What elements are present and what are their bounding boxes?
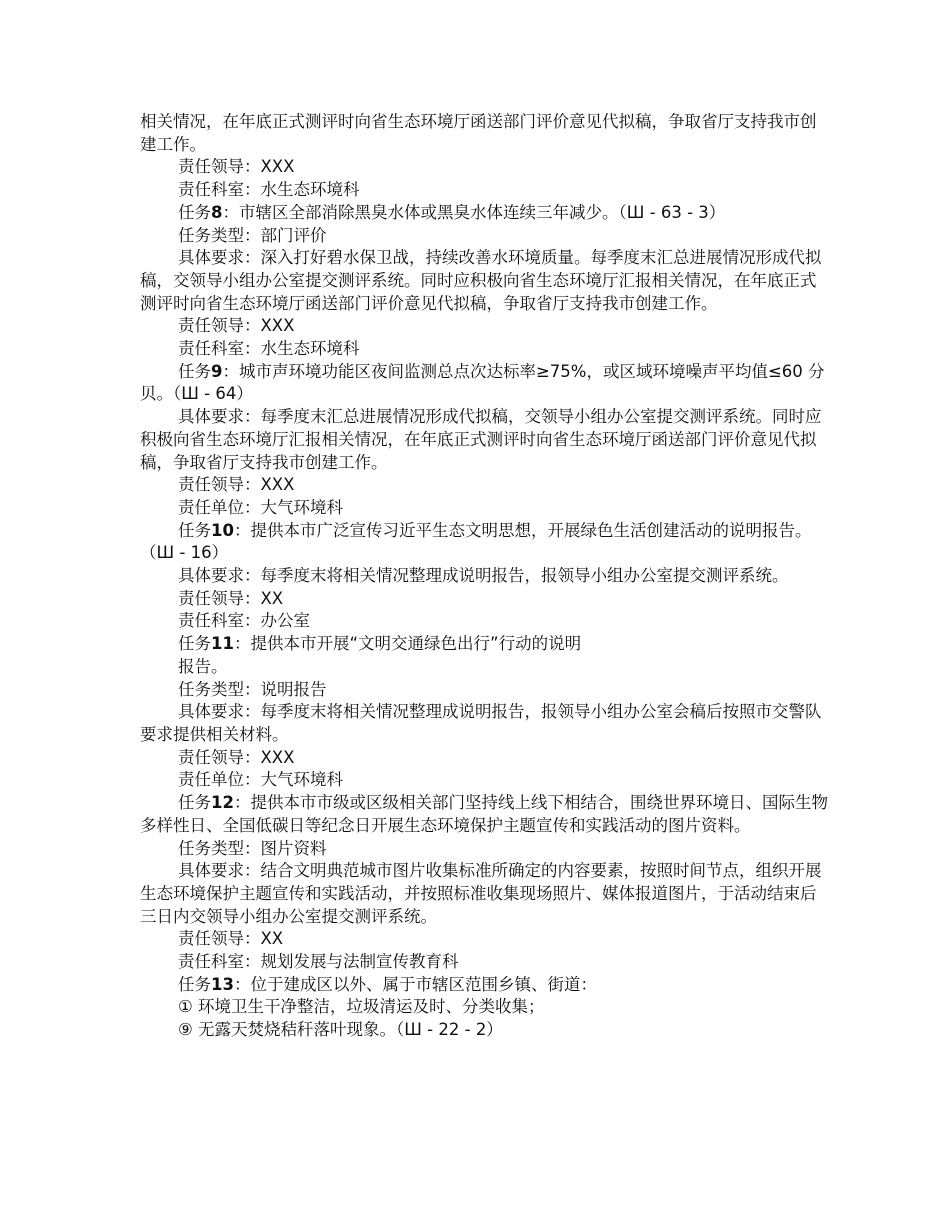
task-heading [140,633,830,656]
list-item: ① 环境卫生干净整洁，垃圾清运及时、分类收集； [178,997,545,1017]
responsible-leader: 责任领导：XX [178,929,284,949]
responsible-unit: 责任单位：大气环境科 [178,770,343,790]
task-text: ：提供本市开展“文明交通绿色出行”行动的说明 [233,634,582,654]
task-text: ：提供本市市级或区级相关部门坚持线上线下相结合，围绕世界环境日、国际生物多样性日、全国低碳日等纪念日开展生态环境保护主题宣传和实践活动的图片资料。 [140,793,828,835]
task-heading [140,520,830,565]
responsible-leader: 责任领导：XXX [178,316,295,336]
specific-requirements: 具体要求：深入打好碧水保卫战，持续改善水环境质量。每季度末汇总进展情况形成代拟稿，交领导小组办公室提交测评系统。同时应积极向省生态环境厅汇报相关情况，在年底正式测评时向省生态环境厅函送部门评价意见代拟稿，争取省厅支持我市创建工作。 [140,248,822,313]
responsible-department: 责任科室：水生态环境科 [178,339,360,359]
task-type: 任务类型：说明报告 [178,679,327,699]
task-heading [140,792,830,837]
task-text: ：位于建成区以外、属于市辖区范围乡镇、街道： [233,974,597,994]
task-number: 13 [211,974,234,994]
responsible-department: 责任科室：规划发展与法制宣传教育科 [178,952,459,972]
task-number: 11 [211,634,234,654]
task-text: ：提供本市广泛宣传习近平生态文明思想，开展绿色生活创建活动的说明报告。（Ш - 16） [140,520,812,563]
task-number: 9 [211,361,223,381]
task-text: ：市辖区全部消除黑臭水体或黑臭水体连续三年减少。（Ш - 63 - 3） [222,202,726,222]
responsible-leader: 责任领导：XXX [178,747,295,767]
list-item: ⑨ 无露天焚烧秸秆落叶现象。（Ш - 22 - 2） [178,1020,503,1040]
task-type: 任务类型：部门评价 [178,225,327,245]
task-prefix: 任务 [178,202,211,222]
responsible-leader: 责任领导：XXX [178,157,295,177]
task-continuation: 报告。 [178,656,228,676]
specific-requirements: 具体要求：每季度末汇总进展情况形成代拟稿，交领导小组办公室提交测评系统。同时应积极向省生态环境厅汇报相关情况，在年底正式测评时向省生态环境厅函送部门评价意见代拟稿，争取省厅支持我市创建工作。 [140,407,822,472]
responsible-unit: 责任单位：大气环境科 [178,497,343,517]
task-number: 8 [211,202,223,222]
task-prefix: 任务 [178,634,211,654]
responsible-department: 责任科室：水生态环境科 [178,180,360,200]
task-heading [140,202,830,225]
task-number: 12 [211,793,234,813]
task-prefix: 任务 [178,793,211,813]
specific-requirements: 具体要求：每季度末将相关情况整理成说明报告，报领导小组办公室会稿后按照市交警队要求提供相关材料。 [140,702,822,744]
task-number: 10 [211,520,234,540]
task-prefix: 任务 [178,520,211,540]
task-prefix: 任务 [178,974,211,994]
task-heading [140,974,830,997]
specific-requirements: 具体要求：每季度末将相关情况整理成说明报告，报领导小组办公室提交测评系统。 [178,566,789,586]
responsible-department: 责任科室：办公室 [178,611,310,631]
task-text: ：城市声环境功能区夜间监测总点次达标率≥75%，或区域环境噪声平均值≤60 分贝。（Ш - 64） [140,361,825,404]
responsible-leader: 责任领导：XX [178,588,284,608]
specific-requirements: 具体要求：结合文明典范城市图片收集标准所确定的内容要素，按照时间节点，组织开展生态环境保护主题宣传和实践活动，并按照标准收集现场照片、媒体报道图片，于活动结束后三日内交领导小组办公室提交测评系统。 [140,861,822,926]
responsible-leader: 责任领导：XXX [178,475,295,495]
task-heading [140,361,830,406]
document-body [140,111,830,1042]
task-type: 任务类型：图片资料 [178,838,327,858]
paragraph: 相关情况，在年底正式测评时向省生态环境厅函送部门评价意见代拟稿，争取省厅支持我市创建工作。 [140,112,817,154]
task-prefix: 任务 [178,361,211,381]
